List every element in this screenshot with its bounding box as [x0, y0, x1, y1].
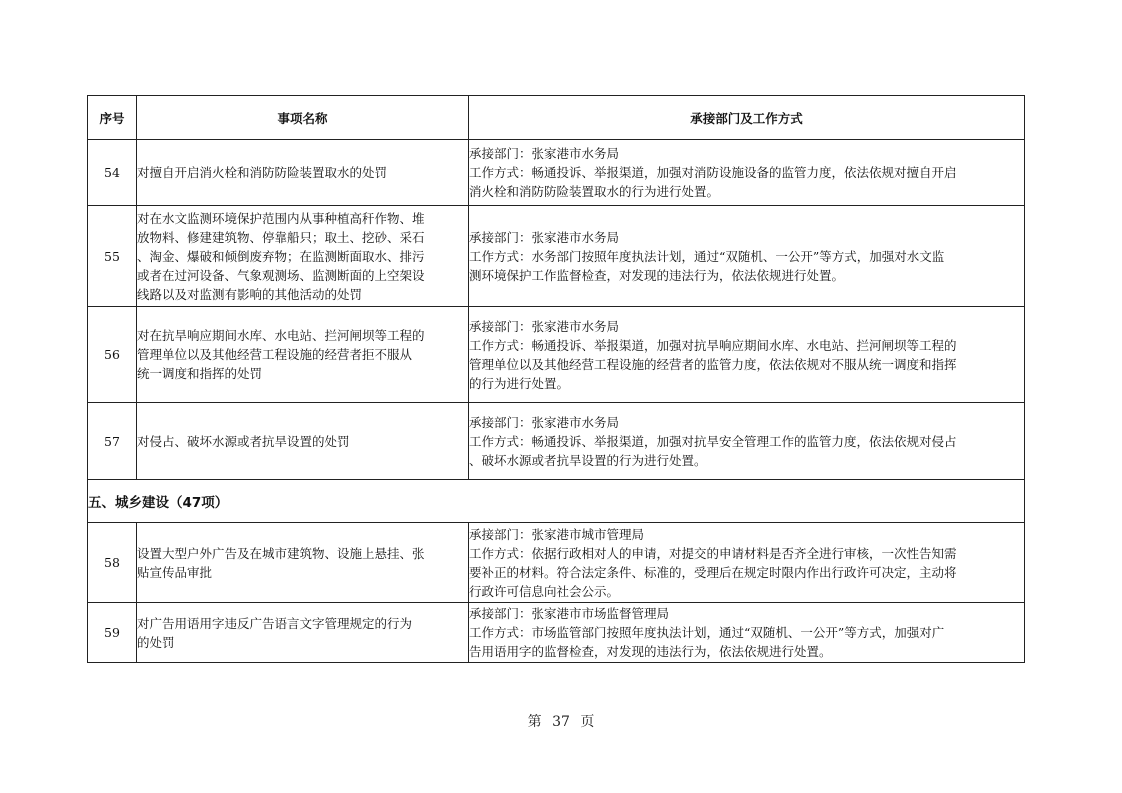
table-header-row [88, 96, 1025, 140]
method-line: 的行为进行处置。 [469, 375, 570, 391]
page-suffix: 页 [580, 714, 595, 730]
matter-name-line: 对在水文监测环境保护范围内从事种植高秆作物、堆 [137, 210, 425, 226]
department-method [469, 523, 1025, 603]
section-row [88, 480, 1025, 523]
page-footer [0, 711, 1122, 731]
table-row [88, 403, 1025, 480]
method-line: 工作方式：依据行政相对人的申请，对提交的申请材料是否齐全进行审核，一次性告知需 [469, 545, 957, 561]
method-line: 工作方式：畅通投诉、举报渠道，加强对抗旱安全管理工作的监管力度，依法依规对侵占 [469, 433, 957, 449]
page-prefix: 第 [527, 714, 542, 730]
header-name: 事项名称 [137, 96, 469, 140]
matter-name [137, 603, 469, 663]
method-line: 要补正的材料。符合法定条件、标准的，受理后在规定时限内作出行政许可决定，主动将 [469, 564, 957, 580]
matter-name-line: 统一调度和指挥的处罚 [137, 366, 263, 381]
matter-name-line: 对擅自开启消火栓和消防防险装置取水的处罚 [137, 165, 388, 180]
matter-name-line: 线路以及对监测有影响的其他活动的处罚 [137, 286, 363, 302]
method-line: 告用语用字的监督检查，对发现的违法行为，依法依规进行处置。 [469, 644, 832, 659]
row-number: 57 [88, 403, 137, 480]
department-method [469, 140, 1025, 206]
matters-table [87, 95, 1025, 663]
matter-name-line: 或者在过河设备、气象观测场、监测断面的上空架设 [137, 267, 425, 283]
matter-name-line: 设置大型户外广告及在城市建筑物、设施上悬挂、张 [137, 545, 425, 561]
table-row [88, 206, 1025, 307]
department-method [469, 307, 1025, 403]
method-line: 测环境保护工作监督检查，对发现的违法行为，依法依规进行处置。 [469, 267, 845, 283]
row-number: 58 [88, 523, 137, 603]
method-line: 、破坏水源或者抗旱设置的行为进行处置。 [469, 452, 707, 468]
row-number: 54 [88, 140, 137, 206]
method-line: 承接部门：张家港市城市管理局 [469, 526, 645, 542]
method-line: 承接部门：张家港市水务局 [469, 146, 620, 161]
matter-name-line: 、淘金、爆破和倾倒废弃物；在监测断面取水、排污 [137, 248, 425, 264]
header-no: 序号 [88, 96, 137, 140]
table-row [88, 523, 1025, 603]
matter-name-line: 对广告用语用字违反广告语言文字管理规定的行为 [137, 615, 413, 631]
matter-name [137, 307, 469, 403]
table-row [88, 603, 1025, 663]
method-line: 工作方式：畅通投诉、举报渠道，加强对抗旱响应期间水库、水电站、拦河闸坝等工程的 [469, 337, 957, 353]
method-line: 承接部门：张家港市市场监督管理局 [469, 606, 670, 621]
matter-name-line: 放物料、修建建筑物、停靠船只；取土、挖砂、采石 [137, 229, 425, 245]
matter-name-line: 对在抗旱响应期间水库、水电站、拦河闸坝等工程的 [137, 328, 425, 343]
method-line: 管理单位以及其他经营工程设施的经营者的监管力度，依法依规对不服从统一调度和指挥 [469, 356, 957, 372]
method-line: 消火栓和消防防险装置取水的行为进行处置。 [469, 184, 720, 199]
method-line: 行政许可信息向社会公示。 [469, 583, 620, 599]
row-number: 56 [88, 307, 137, 403]
matter-name [137, 140, 469, 206]
matter-name-line: 对侵占、破坏水源或者抗旱设置的处罚 [137, 433, 350, 449]
matter-name [137, 403, 469, 480]
method-line: 工作方式：市场监管部门按照年度执法计划，通过“双随机、一公开”等方式，加强对广 [469, 625, 945, 640]
matter-name [137, 206, 469, 307]
matter-name-line: 管理单位以及其他经营工程设施的经营者拒不服从 [137, 347, 413, 362]
matter-name-line: 的处罚 [137, 634, 175, 650]
matter-name-line: 贴宣传品审批 [137, 564, 213, 580]
table-row [88, 307, 1025, 403]
section-title: 五、城乡建设（47项） [88, 480, 1025, 523]
matter-name [137, 523, 469, 603]
row-number: 59 [88, 603, 137, 663]
row-number: 55 [88, 206, 137, 307]
method-line: 承接部门：张家港市水务局 [469, 414, 620, 430]
method-line: 工作方式：畅通投诉、举报渠道，加强对消防设施设备的监管力度，依法依规对擅自开启 [469, 165, 957, 180]
method-line: 承接部门：张家港市水务局 [469, 318, 620, 334]
header-method: 承接部门及工作方式 [469, 96, 1025, 140]
method-line: 承接部门：张家港市水务局 [469, 229, 620, 245]
page-number: 37 [552, 714, 570, 730]
department-method [469, 403, 1025, 480]
department-method [469, 603, 1025, 663]
department-method [469, 206, 1025, 307]
table-row [88, 140, 1025, 206]
method-line: 工作方式：水务部门按照年度执法计划，通过“双随机、一公开”等方式，加强对水文监 [469, 248, 945, 264]
